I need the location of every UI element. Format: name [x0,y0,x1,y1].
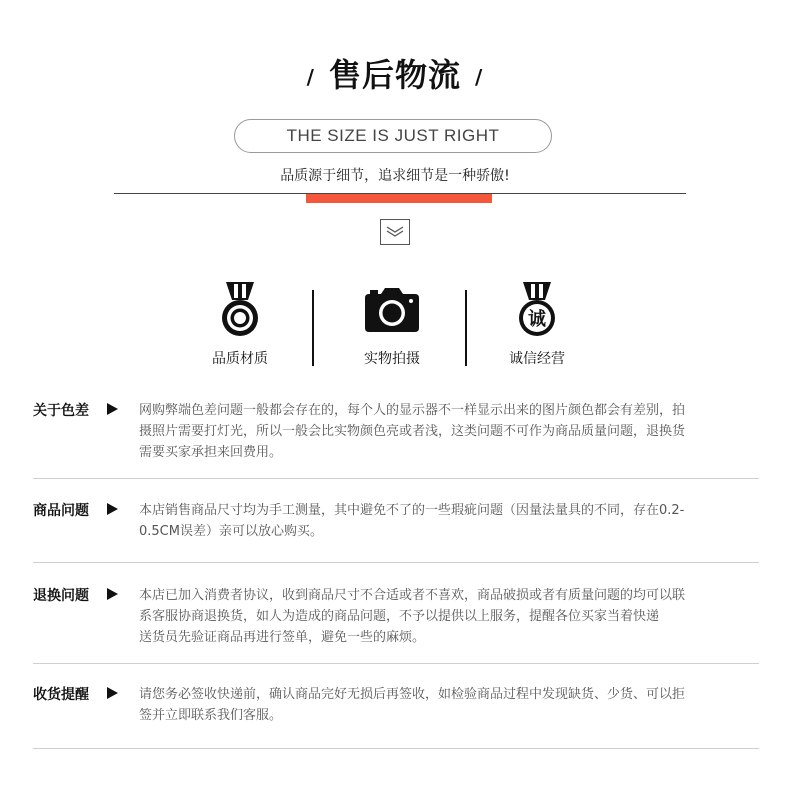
play-arrow-icon [107,687,118,699]
info-line: 需要买家承担来回费用。 [139,445,283,460]
row-divider [33,748,759,749]
info-line: 本店销售商品尺寸均为手工测量，其中避免不了的一些瑕疵问题（因量法量具的不同，存在0.2- [139,503,685,518]
info-line: 网购弊端色差问题一般都会存在的，每个人的显示器不一样显示出来的图片颜色都会有差别，拍 [139,403,686,418]
camera-icon [337,280,447,340]
info-line: 送货员先验证商品再进行签单，避免一些的麻烦。 [139,630,426,645]
accent-bar [306,194,492,203]
medal-ring-icon [185,280,295,340]
info-label: 退换问题 [33,588,89,604]
info-text [139,400,759,463]
feature-quality-material [185,280,295,368]
info-line: 0.5CM误差）亲可以放心购买。 [139,524,323,539]
page-title [293,50,498,96]
slogan-text: 品质源于细节，追求细节是一种骄傲! [280,168,510,184]
info-line: 摄照片需要打灯光，所以一般会比实物颜色亮或者浅，这类问题不可作为商品质量问题，退换货 [139,424,686,439]
size-pill: THE SIZE IS JUST RIGHT [234,119,552,153]
feature-divider [312,290,314,366]
feature-label: 实物拍摄 [364,351,420,367]
play-arrow-icon [107,403,118,415]
info-text [139,500,759,542]
info-line: 本店已加入消费者协议，收到商品尺寸不合适或者不喜欢，商品破损或者有质量问题的均可以联 [139,588,686,603]
play-arrow-icon [107,588,118,600]
info-label: 关于色差 [33,403,89,419]
row-divider [33,478,759,479]
title-slash-right: / [475,65,484,89]
info-text [139,684,759,726]
row-divider [33,663,759,664]
feature-label: 品质材质 [212,351,268,367]
info-label: 收货提醒 [33,687,89,703]
info-label: 商品问题 [33,503,89,519]
double-chevron-down-icon [380,219,410,245]
title-slash-left: / [306,65,315,89]
info-line: 请您务必签收快递前，确认商品完好无损后再签收，如检验商品过程中发现缺货、少货、可以拒 [139,687,686,702]
feature-label: 诚信经营 [509,351,565,367]
page-title-text: 售后物流 [328,56,461,94]
title-block [0,50,790,96]
feature-honest-business [482,280,592,368]
play-arrow-icon [107,503,118,515]
info-line: 签并立即联系我们客服。 [139,708,283,723]
feature-divider [465,290,467,366]
badge-text: 诚 [528,309,546,330]
info-text [139,585,759,648]
feature-real-photo [337,280,447,368]
info-line: 系客服协商退换货，如人为造成的商品问题，不予以提供以上服务，提醒各位买家当着快递 [139,609,660,624]
medal-badge-icon [482,280,592,340]
feature-strip [0,280,790,370]
row-divider [33,562,759,563]
